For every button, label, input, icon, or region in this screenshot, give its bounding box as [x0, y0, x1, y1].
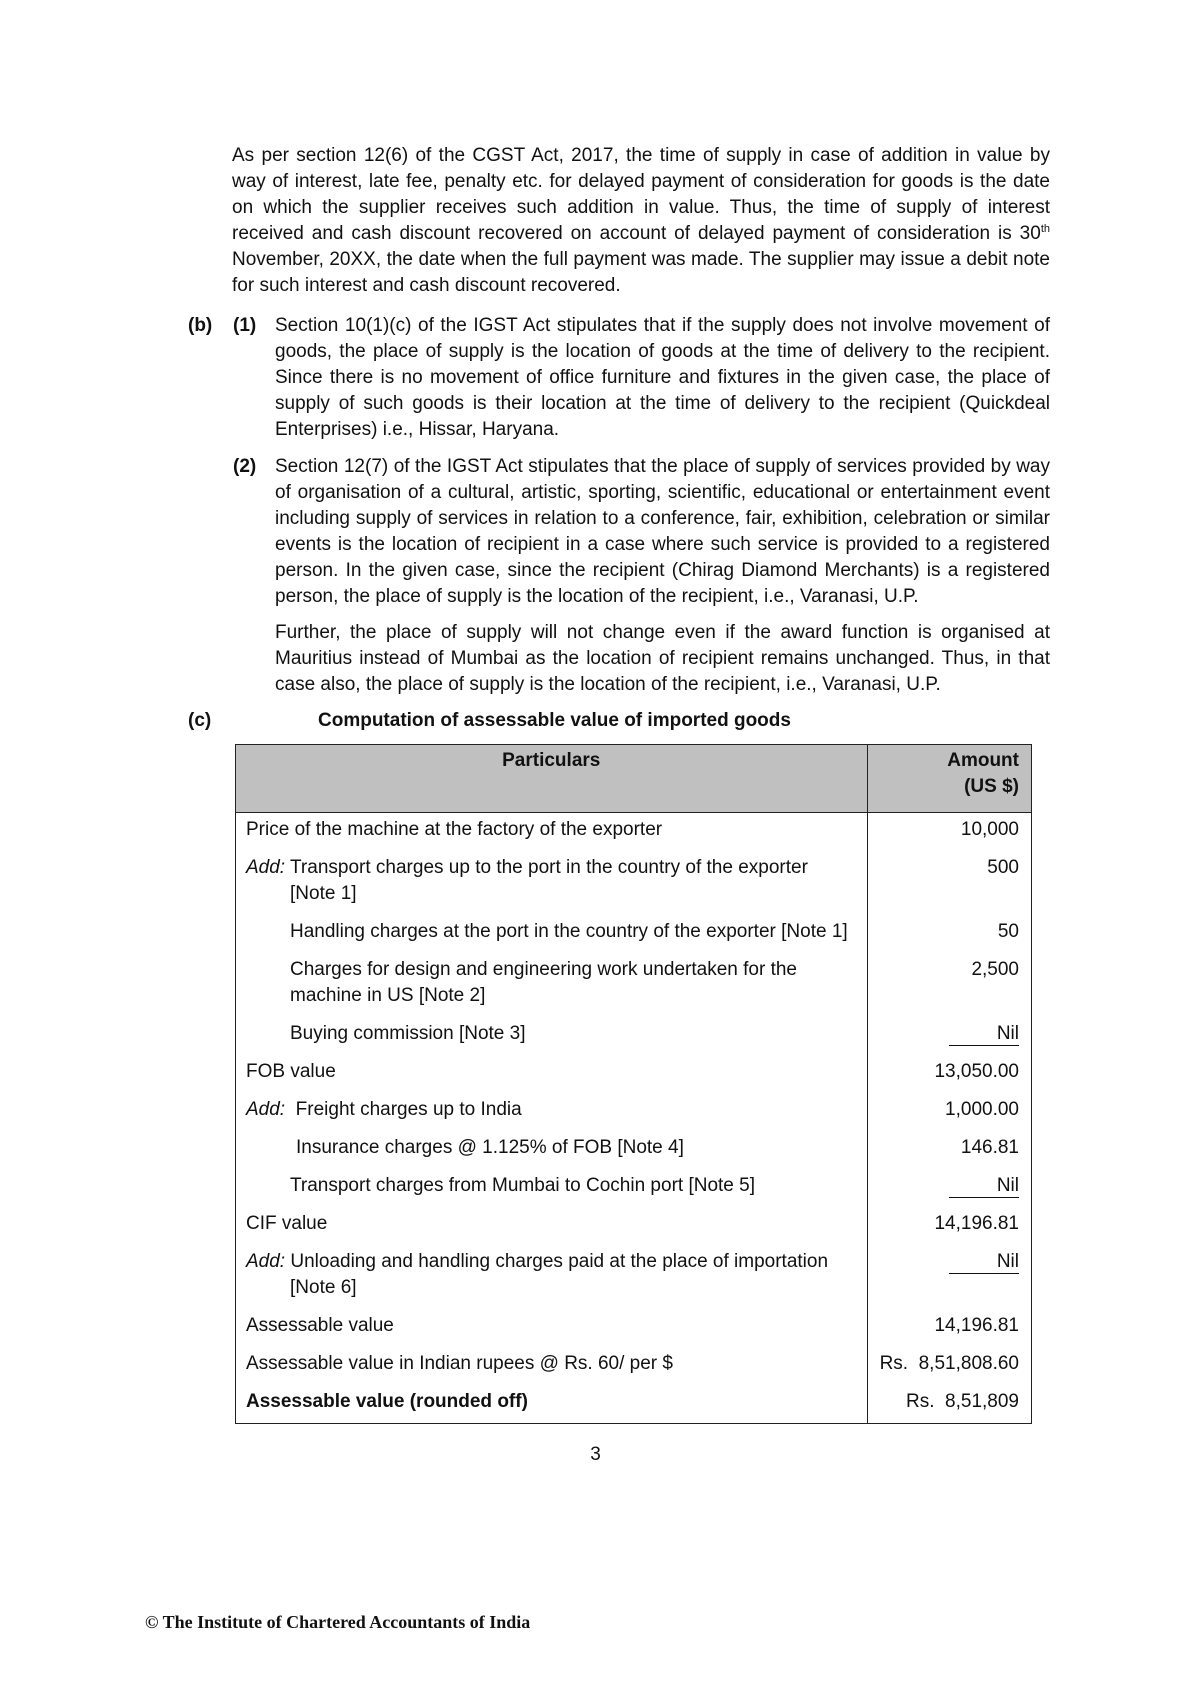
table-row — [236, 1169, 1031, 1207]
superscript-th: th — [1040, 223, 1050, 235]
table-row — [236, 1245, 1031, 1309]
amount-cell: Nil — [867, 1017, 1031, 1055]
section-c-marker: (c) — [188, 710, 212, 731]
table-row — [236, 953, 1031, 1017]
table-row — [236, 1309, 1031, 1347]
particular-cell: Add: Unloading and handling charges paid at the place of importation [Note 6] — [236, 1245, 867, 1309]
particular-cell: Insurance charges @ 1.125% of FOB [Note 4] — [236, 1131, 867, 1169]
table-row — [236, 915, 1031, 953]
table-row — [236, 1131, 1031, 1169]
table-row — [236, 1347, 1031, 1385]
table-row — [236, 1017, 1031, 1055]
particular-cell: Assessable value — [236, 1309, 867, 1347]
item-1-paragraph: Section 10(1)(c) of the IGST Act stipulates that if the supply does not involve movement of goods, the place of supply is the location of goods at the time of delivery to the recipient. Since there is no movement of office furniture and fixtures in the given case, the place of supply of such goods is their location at the time of delivery to the recipient (Quickdeal Enterprises) i.e., Hissar, Haryana. — [275, 315, 1050, 440]
header-particulars: Particulars — [236, 745, 867, 813]
intro-paragraph: As per section 12(6) of the CGST Act, 2017, the time of supply in case of addition in value by way of interest, late fee, penalty etc. for delayed payment of consideration for goods is the date on which the supplier receives such addition in value. Thus, the time of supply of interest received and cash discount recovered on account of delayed payment of consideration is 30th November, 20XX, the date when the full payment was made. The supplier may issue a debit note for such interest and cash discount recovered. — [232, 145, 1050, 296]
particular-cell: Charges for design and engineering work undertaken for the machine in US [Note 2] — [236, 953, 867, 1017]
particular-cell: Assessable value (rounded off) — [236, 1385, 867, 1423]
particular-cell: Add: Freight charges up to India — [236, 1093, 867, 1131]
amount-cell: 50 — [997, 921, 1019, 942]
particular-cell: Transport charges from Mumbai to Cochin port [Note 5] — [236, 1169, 867, 1207]
particular-cell: FOB value — [236, 1055, 867, 1093]
amount-cell: Nil — [867, 1169, 1031, 1207]
particular-cell: Handling charges at the port in the country of the exporter [Note 1] — [236, 915, 867, 953]
particular-cell: CIF value — [236, 1207, 867, 1245]
amount-cell: Rs. 8,51,809 — [905, 1391, 1019, 1412]
amount-cell: 14,196.81 — [934, 1315, 1019, 1336]
table-row — [236, 1055, 1031, 1093]
amount-cell: 500 — [987, 857, 1019, 878]
section-c-title: Computation of assessable value of imported goods — [318, 710, 791, 731]
amount-cell: 1,000.00 — [945, 1099, 1019, 1120]
table-row — [236, 1385, 1031, 1423]
amount-cell: 146.81 — [960, 1137, 1019, 1158]
particular-cell: Add: Transport charges up to the port in the country of the exporter [Note 1] — [236, 851, 867, 915]
item-1-marker: (1) — [233, 315, 257, 336]
particular-cell: Buying commission [Note 3] — [236, 1017, 867, 1055]
item-2-paragraph: Section 12(7) of the IGST Act stipulates that the place of supply of services provided by way of organisation of a cultural, artistic, sporting, scientific, educational or entertainment event including supply of services in relation to a conference, fair, exhibition, celebration or similar events is the location of recipient in a case where such service is provided to a registered person. In the given case, since the recipient (Chirag Diamond Merchants) is a registered person, the place of supply is the location of the recipient, i.e., Varanasi, U.P. — [275, 456, 1050, 607]
amount-cell: Rs. 8,51,808.60 — [879, 1353, 1019, 1374]
particular-cell: Assessable value in Indian rupees @ Rs. 60/ per $ — [236, 1347, 867, 1385]
table-row — [236, 851, 1031, 915]
table-row — [236, 1093, 1031, 1131]
amount-cell: Nil — [867, 1245, 1031, 1309]
page-number: 3 — [590, 1444, 601, 1465]
table-row — [236, 813, 1031, 852]
section-b-marker: (b) — [188, 315, 213, 336]
amount-cell: 14,196.81 — [934, 1213, 1019, 1234]
footer-copyright: © The Institute of Chartered Accountants of India — [145, 1612, 531, 1632]
particular-cell: Price of the machine at the factory of the exporter — [236, 813, 867, 852]
amount-cell: 13,050.00 — [934, 1061, 1019, 1082]
item-2-further-paragraph: Further, the place of supply will not change even if the award function is organised at Mauritius instead of Mumbai as the location of recipient remains unchanged. Thus, in that case also, the place of supply is the location of the recipient, i.e., Varanasi, U.P. — [275, 622, 1050, 695]
assessable-value-table — [235, 744, 1032, 1424]
amount-cell: 2,500 — [971, 959, 1019, 980]
amount-cell: 10,000 — [960, 819, 1019, 840]
table-header-row — [236, 745, 1031, 813]
header-amount: Amount (US $) — [867, 745, 1031, 813]
table-row — [236, 1207, 1031, 1245]
item-2-marker: (2) — [233, 456, 257, 477]
